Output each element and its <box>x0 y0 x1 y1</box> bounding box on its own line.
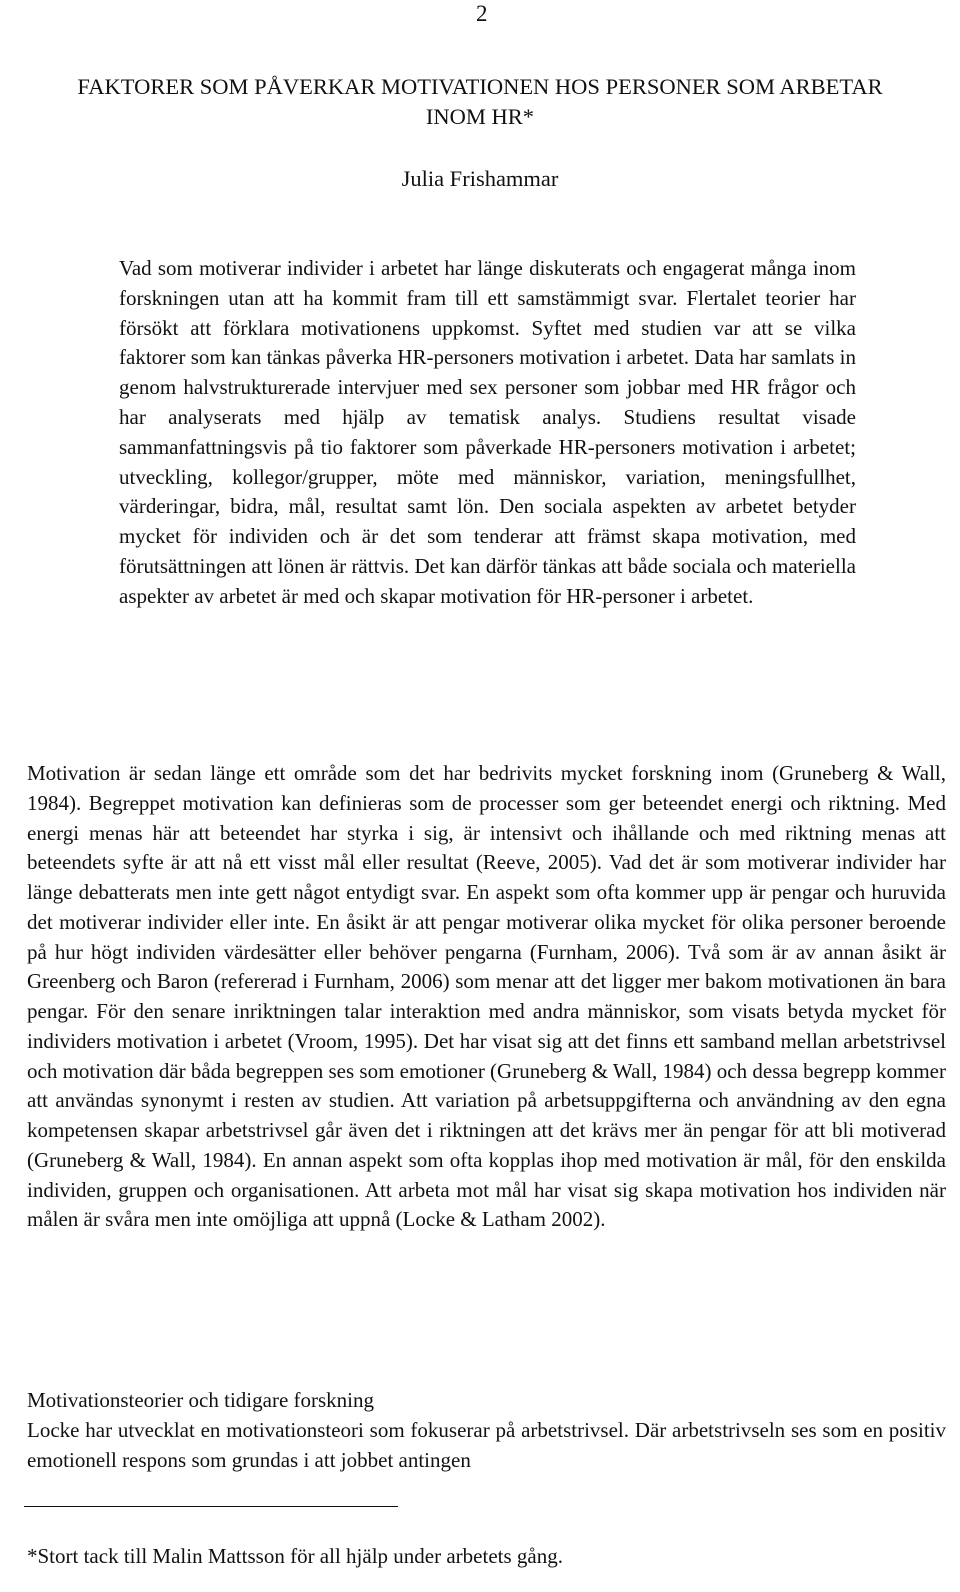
paper-title <box>0 72 960 132</box>
footnote: *Stort tack till Malin Mattsson för all hjälp under arbetets gång. <box>27 1544 563 1568</box>
section-paragraph: Locke har utvecklat en motivationsteori som fokuserar på arbetstrivsel. Där arbetstrivseln ses som en positiv emotionell respons som grundas i att jobbet antingen <box>27 1418 946 1472</box>
page-number: 2 <box>476 1 488 26</box>
abstract-paragraph: Vad som motiverar individer i arbetet har länge diskuterats och engagerat många inom forskningen utan att ha kommit fram till ett samstämmigt svar. Flertalet teorier har försökt att förklara motivationens uppkomst. Syftet med studien var att se vilka faktorer som kan tänkas påverka HR-personers motivation i arbetet. Data har samlats in genom halvstrukturerade intervjuer med sex personer som jobbar med HR frågor och har analyserats med hjälp av tematisk analys. Studiens resultat visade sammanfattningsvis på tio faktorer som påverkade HR-personers motivation i arbetet; utveckling, kollegor/grupper, möte med människor, variation, meningsfullhet, värderingar, bidra, mål, resultat samt lön. Den sociala aspekten av arbetet betyder mycket för individen och är det som tenderar att främst skapa motivation, med förutsättningen att lönen är rättvis. Det kan därför tänkas att både sociala och materiella aspekter av arbetet är med och skapar motivation för HR-personer i arbetet. <box>119 256 856 608</box>
author-name: Julia Frishammar <box>401 166 559 191</box>
title-line-2: INOM HR* <box>425 104 535 129</box>
title-line-1: FAKTORER SOM PÅVERKAR MOTIVATIONEN HOS PERSONER SOM ARBETAR <box>77 74 883 99</box>
footnote-divider <box>24 1506 398 1507</box>
intro-paragraph: Motivation är sedan länge ett område som det har bedrivits mycket forskning inom (Gruneberg & Wall, 1984). Begreppet motivation kan definieras som de processer som ger beteendet energi och riktning. Med energi menas här att beteendet har styrka i sig, är intensivt och ihållande och med riktning menas att beteendets syfte är att nå ett visst mål eller resultat (Reeve, 2005). Vad det är som motiverar individer har länge debatterats men inte gett något entydigt svar. En aspekt som ofta kommer upp är pengar och huruvida det motiverar individer eller inte. En åsikt är att pengar motiverar olika mycket för olika personer beroende på hur högt individen värdesätter eller behöver pengarna (Furnham, 2006). Två som är av annan åsikt är Greenberg och Baron (refererad i Furnham, 2006) som menar att det ligger mer bakom motivationen än bara pengar. För den senare inriktningen talar interaktion med andra människor, som visats betyda mycket för individers motivation i arbetet (Vroom, 1995). Det har visat sig att det finns ett samband mellan arbetstrivsel och motivation där båda begreppen ses som emotioner (Gruneberg & Wall, 1984) och dessa begrepp kommer att användas synonymt i resten av studien. Att variation på arbetsuppgifterna och användning av den egna kompetensen skapar arbetstrivsel går även det i riktningen att det krävs mer än pengar för att bli motiverad (Gruneberg & Wall, 1984). En annan aspekt som ofta kopplas ihop med motivation är mål, för den enskilda individen, gruppen och organisationen. Att arbeta mot mål har visat sig skapa motivation hos individen när målen är svåra men inte omöjliga att uppnå (Locke & Latham 2002). <box>27 761 946 1232</box>
section-heading: Motivationsteorier och tidigare forskning <box>27 1388 375 1412</box>
